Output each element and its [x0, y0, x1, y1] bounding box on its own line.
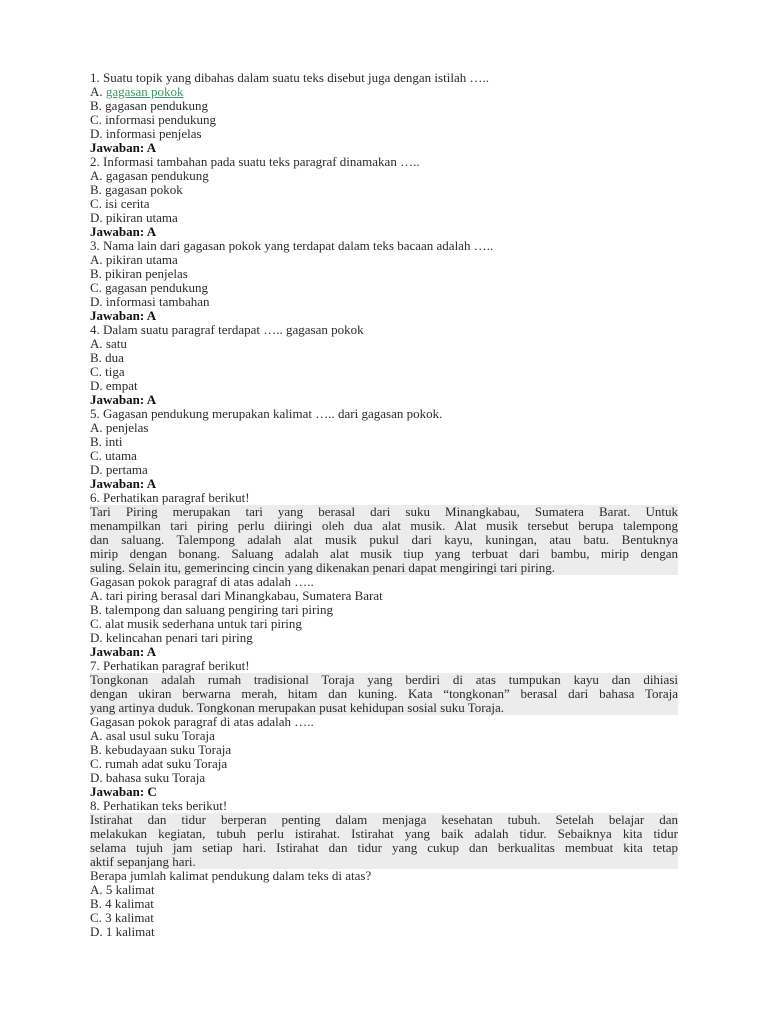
option-6a: A. tari piring berasal dari Minangkabau, Sumatera Barat — [90, 588, 383, 603]
option-5c: C. utama — [90, 448, 137, 463]
quiz-document — [90, 71, 678, 939]
paragraph-line: mirip dengan bonang. Saluang adalah alat musik tiup yang terbuat dari bambu, mirip dengan — [90, 546, 678, 561]
paragraph-line: menampilkan tari piring perlu diiringi oleh dua alat musik. Alat musik tersebut berupa talempong — [90, 518, 678, 533]
option-8a: A. 5 kalimat — [90, 882, 155, 897]
reading-paragraph-6 — [90, 505, 678, 575]
option-3a: A. pikiran utama — [90, 252, 178, 267]
option-8c: C. 3 kalimat — [90, 910, 154, 925]
paragraph-line: suling. Selain itu, gemerincing cincin yang dikenakan penari dapat mengiringi tari piring. — [90, 560, 555, 575]
paragraph-line: Istirahat dan tidur berperan penting dalam menjaga kesehatan tubuh. Setelah belajar dan — [90, 812, 678, 827]
option-6b: B. talempong dan saluang pengiring tari piring — [90, 602, 333, 617]
answer-link[interactable]: gagasan pokok — [105, 84, 184, 99]
option-4a: A. satu — [90, 336, 127, 351]
reading-paragraph-7 — [90, 673, 678, 715]
option-6c: C. alat musik sederhana untuk tari piring — [90, 616, 302, 631]
option-4b: B. dua — [90, 350, 124, 365]
option-4d: D. empat — [90, 378, 138, 393]
answer-6: Jawaban: A — [90, 644, 157, 659]
option-3b: B. pikiran penjelas — [90, 266, 188, 281]
option-2b: B. gagasan pokok — [90, 182, 183, 197]
option-7d: D. bahasa suku Toraja — [90, 770, 206, 785]
paragraph-line: selama tujuh jam setiap hari. Istirahat dan tidur yang cukup dan berkualitas membuat kita tetap — [90, 840, 678, 855]
option-7a: A. asal usul suku Toraja — [90, 728, 215, 743]
question-6: 6. Perhatikan paragraf berikut! — [90, 490, 250, 505]
option-5d: D. pertama — [90, 462, 148, 477]
prompt-6: Gagasan pokok paragraf di atas adalah ….. — [90, 574, 314, 589]
paragraph-line: yang artinya duduk. Tongkonan merupakan pusat kehidupan sosial suku Toraja. — [90, 700, 504, 715]
answer-2: Jawaban: A — [90, 224, 157, 239]
option-1d: D. informasi penjelas — [90, 126, 202, 141]
paragraph-line: dengan ukiran berwarna merah, hitam dan kuning. Kata “tongkonan” berasal dari bahasa Toraja — [90, 686, 678, 701]
question-4: 4. Dalam suatu paragraf terdapat ….. gagasan pokok — [90, 322, 364, 337]
option-7b: B. kebudayaan suku Toraja — [90, 742, 232, 757]
question-3: 3. Nama lain dari gagasan pokok yang terdapat dalam teks bacaan adalah ….. — [90, 238, 494, 253]
option-2c: C. isi cerita — [90, 196, 150, 211]
option-1c: C. informasi pendukung — [90, 112, 217, 127]
reading-paragraph-8 — [90, 813, 678, 869]
question-7: 7. Perhatikan paragraf berikut! — [90, 658, 250, 673]
paragraph-line: Tari Piring merupakan tari yang berasal dari suku Minangkabau, Sumatera Barat. Untuk — [90, 504, 678, 519]
option-prefix: A. — [90, 84, 106, 99]
option-8d: D. 1 kalimat — [90, 924, 155, 939]
option-2d: D. pikiran utama — [90, 210, 178, 225]
question-8: 8. Perhatikan teks berikut! — [90, 798, 228, 813]
option-3c: C. gagasan pendukung — [90, 280, 209, 295]
option-2a: A. gagasan pendukung — [90, 168, 209, 183]
prompt-7: Gagasan pokok paragraf di atas adalah ….. — [90, 714, 314, 729]
answer-3: Jawaban: A — [90, 308, 157, 323]
option-4c: C. tiga — [90, 364, 125, 379]
question-2: 2. Informasi tambahan pada suatu teks paragraf dinamakan ….. — [90, 154, 420, 169]
option-1b: B. gagasan pendukung — [90, 98, 209, 113]
option-7c: C. rumah adat suku Toraja — [90, 756, 228, 771]
option-1a — [90, 85, 678, 99]
answer-4: Jawaban: A — [90, 392, 157, 407]
prompt-8: Berapa jumlah kalimat pendukung dalam teks di atas? — [90, 868, 372, 883]
paragraph-line: dan saluang. Talempong adalah alat musik pukul dari kayu, kuningan, atau batu. Bentuknya — [90, 532, 678, 547]
paragraph-line: aktif sepanjang hari. — [90, 854, 196, 869]
answer-1: Jawaban: A — [90, 140, 157, 155]
option-3d: D. informasi tambahan — [90, 294, 210, 309]
paragraph-line: Tongkonan adalah rumah tradisional Toraja yang berdiri di atas tumpukan kayu dan dihiasi — [90, 672, 678, 687]
paragraph-line: melakukan kegiatan, tubuh perlu istirahat. Istirahat yang baik adalah tidur. Sebaiknya kita tidur — [90, 826, 678, 841]
option-6d: D. kelincahan penari tari piring — [90, 630, 253, 645]
answer-7: Jawaban: C — [90, 784, 157, 799]
answer-5: Jawaban: A — [90, 476, 157, 491]
question-1: 1. Suatu topik yang dibahas dalam suatu teks disebut juga dengan istilah ….. — [90, 70, 489, 85]
option-5a: A. penjelas — [90, 420, 149, 435]
option-8b: B. 4 kalimat — [90, 896, 154, 911]
question-5: 5. Gagasan pendukung merupakan kalimat ….. dari gagasan pokok. — [90, 406, 443, 421]
option-5b: B. inti — [90, 434, 123, 449]
